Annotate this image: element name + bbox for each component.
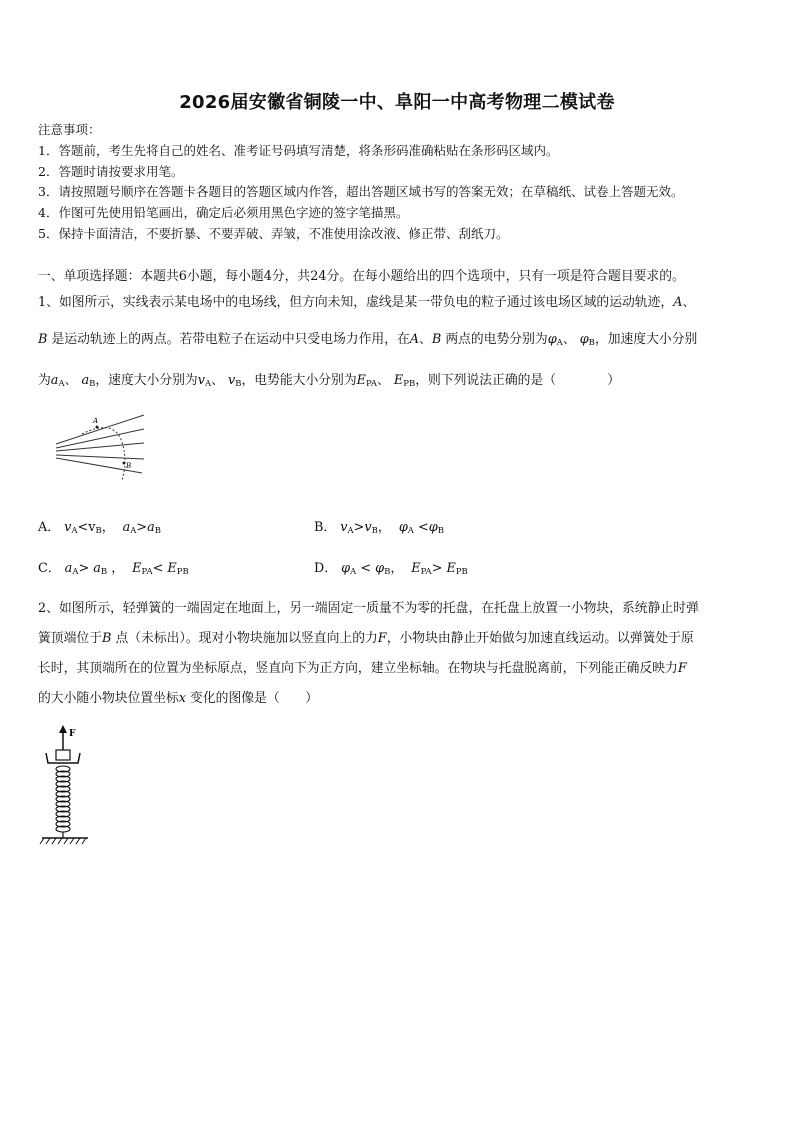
q2-force-2: F [677,661,687,676]
q2-line4-text: 变化的图像是（ ） [185,691,319,706]
q1-line2-text2: 两点的电势分别为 [441,332,548,347]
q2-figure-label-f: F [69,729,76,739]
q2-x: x [178,691,186,706]
q1-line3-text2: ，速度大小分别为 [95,373,198,388]
q2-line2-pre: 簧顶端位于 [38,631,102,646]
note-item: 5．保持卡面清洁，不要折暴、不要弄破、弄皱，不准使用涂改液、修正带、刮纸刀。 [38,226,509,241]
q2-line3 [38,657,687,676]
q1-line3-text1: 为 [38,373,51,388]
q2-line4-pre: 的大小随小物块位置坐标 [38,691,179,706]
q1-line1: 1、如图所示，实线表示某电场中的电场线，但方向未知，虚线是某一带负电的粒子通过该电场区域的运动轨迹，A、 [38,295,696,310]
q1-line1-text: 1、如图所示，实线表示某电场中的电场线，但方向未知，虚线是某一带负电的粒子通过该电场区域的运动轨迹， [38,295,674,310]
note-item: 1．答题前，考生先将自己的姓名、准考证号码填写清楚，将条形码准确粘贴在条形码区域内。 [38,143,559,158]
q1-sep: 、 [419,332,432,347]
q1-option-a[interactable]: A． $v_A<v_B$， $a_A>a_B$ [38,520,162,536]
q1-figure-label-b: B [126,462,132,470]
q1-line3-text4: ，则下列说法正确的是（ ） [415,373,620,388]
q2-line1: 2、如图所示，轻弹簧的一端固定在地面上，另一端固定一质量不为零的托盘，在托盘上放置一小物块，系统静止时弹 [38,601,699,616]
q2-figure [38,723,96,849]
q1-b: B [431,332,442,347]
q1-option-b[interactable]: B． $v_A>v_B$， $\varphi_A <\varphi_B$ [314,520,444,536]
note-item: 3．请按照题号顺序在答题卡各题目的答题区域内作答，超出答题区域书写的答案无效；在草稿纸、试卷上答题无效。 [38,184,684,199]
q1-line3: 为$a_A$、 $a_B$，速度大小分别为$v_A$、 $v_B$，电势能大小分别为$E_{PA}$、 $E_{PB}$，则下列说法正确的是（ ） [38,373,620,389]
q1-option-d[interactable]: D． $\varphi_A < \varphi_B$， $E_{PA}> E_{PB}$ [314,561,468,577]
q1-figure-label-a: A [93,417,99,425]
q2-point-b: B [101,631,112,646]
q2-line4 [38,687,318,706]
section-heading: 一、单项选择题：本题共6小题，每小题4分，共24分。在每小题给出的四个选项中，只有一项是符合题目要求的。 [38,269,685,284]
option-label: B． [314,520,337,535]
q2-line2 [38,627,694,646]
notes-heading: 注意事项： [38,122,101,137]
q1-point-a: A [673,295,683,310]
page-title: 2026届安徽省铜陵一中、阜阳一中高考物理二模试卷 [179,92,615,113]
q2-force: F [377,631,387,646]
option-label: D． [314,561,338,576]
q1-a: A [409,332,420,347]
option-label: C． [38,561,61,576]
q1-line2: B 是运动轨迹上的两点。若带电粒子在运动中只受电场力作用，在A、B 两点的电势分别为$\varphi_A$、 $\varphi_B$，加速度大小分别 [38,332,698,348]
note-item: 2．答题时请按要求用笔。 [38,164,184,179]
q1-figure [52,412,148,482]
option-label: A． [38,520,61,535]
q1-option-c[interactable]: C． $a_A> a_B$ ， $E_{PA}< E_{PB}$ [38,561,189,577]
q2-line3-text: 长时，其顶端所在的位置为坐标原点，竖直向下为正方向，建立坐标轴。在物块与托盘脱离前，下列能正确反映力 [38,661,678,676]
q2-line2-text2: ，小物块由静止开始做匀加速直线运动。以弹簧处于原 [386,631,694,646]
q1-point-b: B [38,332,48,347]
q2-line2-text: 点（未标出）。现对小物块施加以竖直向上的力 [111,631,378,646]
q1-line2-text3: ，加速度大小分别 [594,332,698,347]
q1-line2-text: 是运动轨迹上的两点。若带电粒子在运动中只受电场力作用，在 [47,332,410,347]
note-item: 4．作图可先使用铅笔画出，确定后必须用黑色字迹的签字笔描黑。 [38,205,409,220]
q1-line3-text3: ，电势能大小分别为 [241,373,357,388]
